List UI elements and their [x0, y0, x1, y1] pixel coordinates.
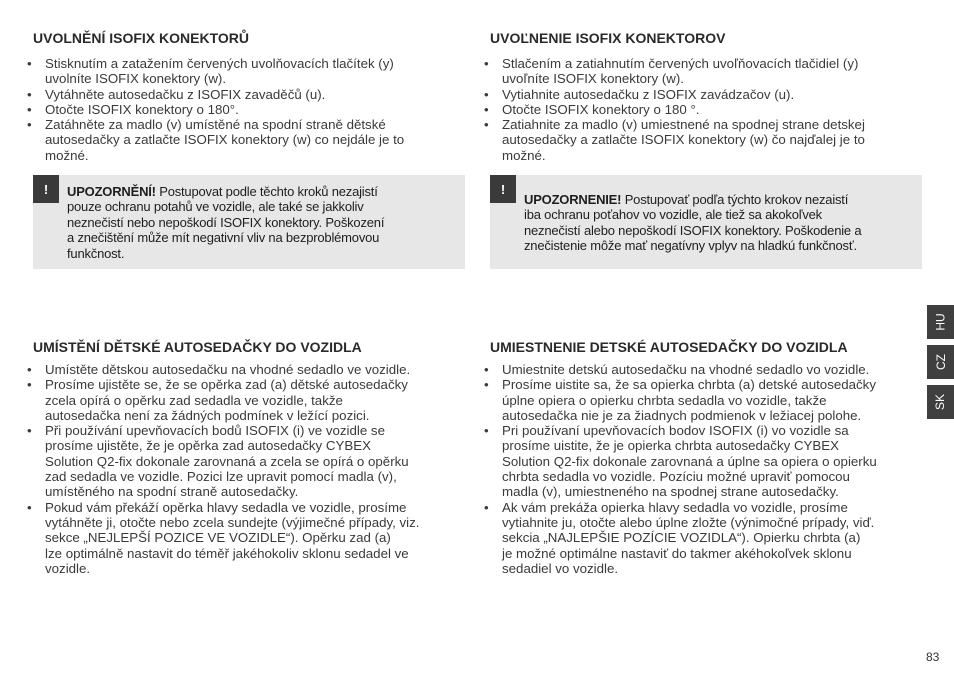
section-title-seat-placement: UMIESTNENIE DETSKÉ AUTOSEDAČKY DO VOZIDLA — [490, 339, 848, 355]
warning-text — [524, 192, 920, 254]
language-tab-label: SK — [933, 393, 948, 411]
list-item-line: Stlačením a zatiahnutím červených uvoľňovacích tlačidiel (y) — [502, 56, 859, 71]
list-item-line: chrbta sedadla vo vozidle. Pozíciu možné upraviť pomocou — [502, 469, 850, 485]
list-item-line: Pokud vám překáží opěrka hlavy sedadla ve vozidle, prosíme — [45, 499, 407, 515]
list-item-line: Solution Q2-fix dokonale zarovnaná a zcela se opírá o opěrku — [45, 453, 409, 469]
list-item-line: autosedačka není za žádných podmínek v ležící pozici. — [45, 407, 370, 423]
list-item — [490, 87, 922, 102]
list-item — [490, 56, 922, 87]
seat-placement-list — [33, 362, 465, 576]
list-item-line: je možné optimálne nastaviť do takmer akéhokoľvek sklonu — [502, 545, 852, 561]
section-title-seat-placement: UMÍSTĚNÍ DĚTSKÉ AUTOSEDAČKY DO VOZIDLA — [33, 339, 362, 355]
list-item-line: prosíme uistite, že je opierka chrbta autosedačky CYBEX — [502, 438, 840, 454]
warning-line: funkčnost. — [67, 245, 125, 261]
list-item-line: autosedačka nie je za žiadnych podmienok v ležiacej polohe. — [502, 407, 862, 423]
list-item-line: Při používání upevňovacích bodů ISOFIX (i) ve vozidle se — [45, 423, 385, 439]
list-item — [33, 87, 465, 102]
language-tab-cz[interactable] — [927, 345, 954, 379]
list-item-line: možné. — [45, 147, 89, 163]
list-item-line: úplne opiera o opierku chrbta sedadla vo vozidle, takže — [502, 392, 827, 408]
list-item-line: Solution Q2-fix dokonale zarovnaná a úplne sa opiera o opierku — [502, 453, 877, 469]
warning-box — [33, 175, 465, 269]
warning-line: neznečistí nebo nepoškodí ISOFIX konektory. Poškození — [67, 214, 385, 230]
warning-line: Postupovať podľa týchto krokov nezaistí — [621, 192, 849, 207]
list-item-line: Zatáhněte za madlo (v) umístěné na spodní straně dětské — [45, 117, 386, 133]
list-item — [33, 362, 465, 377]
list-item-line: Stisknutím a zatažením červených uvolňovacích tlačítek (y) — [45, 56, 394, 71]
list-item-line: zad sedadla ve vozidle. Pozici lze upravit pomocí madla (v), — [45, 469, 397, 485]
warning-line: znečistenie môže mať negatívny vplyv na hladkú funkčnosť. — [524, 238, 857, 254]
page-number: 83 — [926, 650, 940, 664]
warning-line: neznečistí alebo nepoškodí ISOFIX konektory. Poškodenie a — [524, 222, 862, 238]
list-item — [490, 362, 922, 377]
list-item — [33, 117, 465, 163]
list-item-line: vytiahnite ju, otočte alebo úplne zložte (výnimočné prípady, viď. — [502, 514, 875, 530]
list-item-line: Vytáhněte autosedačku z ISOFIX zavaděčů (u). — [45, 86, 326, 102]
warning-line: pouze ochranu potahů ve vozidle, ale také se jakkoliv — [67, 199, 364, 215]
warning-line: Postupovat podle těchto kroků nezajistí — [155, 184, 378, 199]
list-item-line: Ak vám prekáža opierka hlavy sedadla vo vozidle, prosíme — [502, 499, 848, 515]
list-item-line: autosedačky a zatlačte ISOFIX konektory (w) čo najďalej je to — [502, 132, 865, 148]
isofix-release-list — [490, 56, 922, 163]
list-item-line: zcela opírá o opěrku zad sedadla ve vozidle, takže — [45, 392, 343, 408]
list-item — [490, 423, 922, 499]
list-item-line: vozidle. — [45, 560, 91, 576]
list-item-line: Prosíme uistite sa, že sa opierka chrbta (a) detské autosedačky — [502, 377, 876, 393]
list-item-line: Umiestnite detskú autosedačku na vhodné sedadlo vo vozidle. — [502, 362, 870, 377]
language-tab-hu[interactable] — [927, 305, 954, 339]
list-item-line: Vytiahnite autosedačku z ISOFIX zavádzačov (u). — [502, 86, 795, 102]
list-item — [33, 377, 465, 423]
warning-label: UPOZORNĚNÍ! — [67, 184, 156, 199]
list-item-line: možné. — [502, 147, 546, 163]
list-item-line: sekcia „NAJLEPŠIE POZÍCIE VOZIDLA“). Opierku chrbta (a) — [502, 530, 861, 546]
seat-placement-list — [490, 362, 922, 576]
warning-box — [490, 175, 922, 269]
list-item — [33, 423, 465, 499]
list-item — [490, 102, 922, 117]
isofix-release-list — [33, 56, 465, 163]
list-item-line: Umístěte dětskou autosedačku na vhodné sedadlo ve vozidle. — [45, 362, 411, 377]
list-item-line: Prosíme ujistěte se, že se opěrka zad (a) dětské autosedačky — [45, 377, 408, 393]
list-item-line: vytáhněte ji, otočte nebo zcela sundejte (výjimečné případy, viz. — [45, 514, 420, 530]
warning-icon: ! — [490, 175, 516, 203]
warning-label: UPOZORNENIE! — [524, 192, 622, 207]
list-item-line: lze optimálně nastavit do téměř jakéhokoliv sklonu sedadel ve — [45, 545, 409, 561]
warning-line: iba ochranu poťahov vo vozidle, ale tiež sa akokoľvek — [524, 207, 822, 223]
list-item — [490, 377, 922, 423]
list-item-line: uvolníte ISOFIX konektory (w). — [45, 71, 227, 87]
section-title-isofix-release: UVOLNĚNÍ ISOFIX KONEKTORŮ — [33, 30, 249, 46]
list-item-line: madla (v), umiestneného na spodnej strane autosedačky. — [502, 484, 839, 500]
list-item — [33, 56, 465, 87]
list-item-line: Pri používaní upevňovacích bodov ISOFIX (i) vo vozidle sa — [502, 423, 849, 439]
language-tabs — [927, 305, 954, 425]
language-tab-sk[interactable] — [927, 385, 954, 419]
list-item-line: prosíme ujistěte, že je opěrka zad autosedačky CYBEX — [45, 438, 371, 454]
language-tab-label: HU — [933, 313, 948, 331]
warning-icon: ! — [33, 175, 59, 203]
list-item — [33, 102, 465, 117]
list-item — [33, 500, 465, 576]
list-item-line: Zatiahnite za madlo (v) umiestnené na spodnej strane detskej — [502, 117, 865, 133]
list-item-line: Otočte ISOFIX konektory o 180 °. — [502, 101, 700, 117]
list-item-line: uvoľníte ISOFIX konektory (w). — [502, 71, 684, 87]
warning-text — [67, 184, 462, 261]
list-item-line: sedadiel vo vozidle. — [502, 560, 619, 576]
list-item-line: umístěného na spodní straně autosedačky. — [45, 484, 299, 500]
list-item — [490, 117, 922, 163]
list-item — [490, 500, 922, 576]
warning-line: a znečištění může mít negativní vliv na bezproblémovou — [67, 230, 380, 246]
list-item-line: sekce „NEJLEPŠÍ POZICE VE VOZIDLE“). Opěrku zad (a) — [45, 530, 391, 546]
section-title-isofix-release: UVOĽNENIE ISOFIX KONEKTOROV — [490, 30, 726, 46]
language-tab-label: CZ — [933, 354, 948, 370]
list-item-line: autosedačky a zatlačte ISOFIX konektory (w) co nejdále je to — [45, 132, 405, 148]
list-item-line: Otočte ISOFIX konektory o 180°. — [45, 101, 239, 117]
